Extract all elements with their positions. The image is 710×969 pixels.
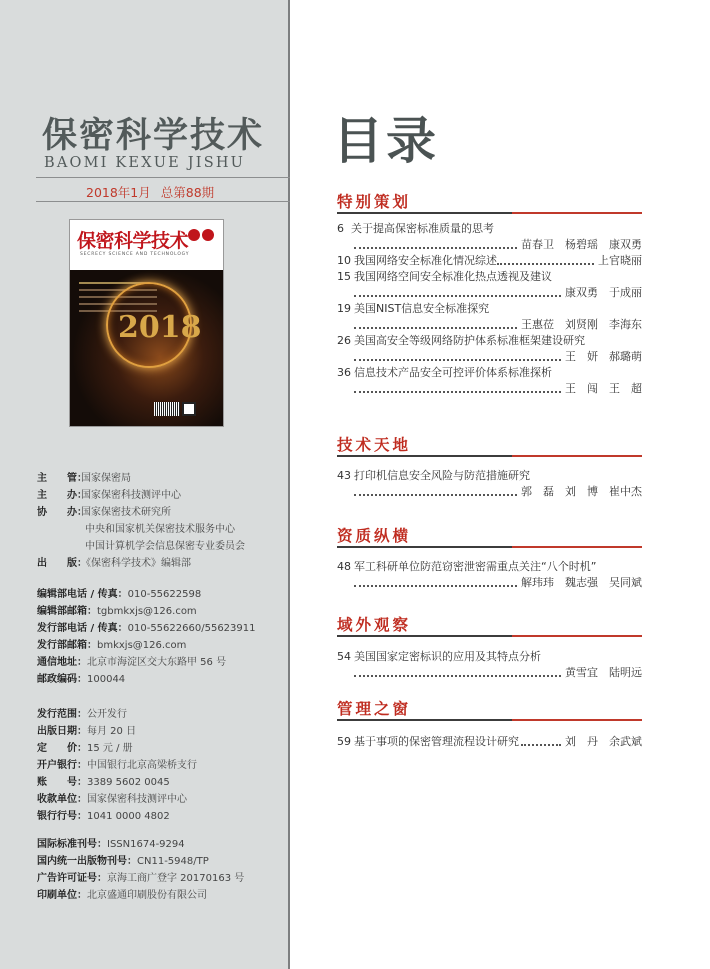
toc-section bbox=[337, 524, 642, 591]
article-title: 信息技术产品安全可控评价体系标准探析 bbox=[354, 366, 552, 379]
leader-dots bbox=[354, 494, 517, 496]
info-row: 定 价： 15 元 / 册 bbox=[37, 743, 133, 754]
info-row: 广告许可证号： 京海工商广登字 20170163 号 bbox=[37, 873, 245, 884]
leader-dots bbox=[521, 744, 561, 746]
leader-dots bbox=[354, 585, 517, 587]
qr-code-icon bbox=[182, 402, 196, 416]
info-row: 出版日期： 每月 20 日 bbox=[37, 726, 137, 737]
article-authors: 康双勇 于成丽 bbox=[565, 286, 642, 299]
article-authors: 王惠莅 刘贤刚 李海东 bbox=[521, 318, 642, 331]
magazine-pinyin: BAOMI KEXUE JISHU bbox=[44, 155, 246, 171]
section-rule bbox=[337, 455, 642, 457]
cover-thumbnail bbox=[69, 219, 224, 427]
leader-dots bbox=[354, 247, 517, 249]
page-number: 19 bbox=[337, 302, 351, 315]
article-title: 关于提高保密标准质量的思考 bbox=[351, 222, 494, 235]
info-row: 发行部邮箱： bmkxjs@126.com bbox=[37, 640, 187, 651]
article-title: 军工科研单位防范窃密泄密需重点关注“八个时机” bbox=[354, 560, 597, 573]
section-title: 特别策划 bbox=[337, 192, 412, 211]
article-title: 美国高安全等级网络防护体系标准框架建设研究 bbox=[354, 334, 585, 347]
page-number: 48 bbox=[337, 560, 351, 573]
info-row: 协 办： 国家保密技术研究所 bbox=[37, 507, 171, 518]
magazine-title: 保密科学技术 bbox=[42, 115, 265, 156]
leader-dots bbox=[354, 359, 561, 361]
article-authors: 解玮玮 魏志强 吴同斌 bbox=[521, 576, 642, 589]
leader-dots bbox=[354, 391, 561, 393]
page-number: 6 bbox=[337, 222, 344, 235]
toc-entry[interactable] bbox=[337, 559, 642, 591]
info-row: 中国计算机学会信息保密专业委员会 bbox=[85, 541, 245, 552]
article-title: 我国网络空间安全标准化热点透视及建议 bbox=[354, 270, 552, 283]
cover-year: 2018 bbox=[118, 310, 202, 345]
section-rule bbox=[337, 212, 642, 214]
toc-entry[interactable] bbox=[337, 269, 642, 301]
toc-entry[interactable] bbox=[337, 333, 642, 365]
toc-entry[interactable] bbox=[337, 649, 642, 681]
issue-date: 2018年1月 bbox=[86, 185, 151, 200]
issue-info bbox=[86, 183, 214, 201]
leader-dots bbox=[497, 263, 594, 265]
distribution-info bbox=[37, 706, 197, 825]
article-title: 基于事项的保密管理流程设计研究 bbox=[354, 735, 519, 748]
leader-dots bbox=[354, 675, 561, 677]
article-authors: 刘 丹 余武斌 bbox=[565, 735, 642, 748]
toc-entry[interactable] bbox=[337, 301, 642, 333]
page-number: 59 bbox=[337, 735, 351, 748]
section-rule bbox=[337, 719, 642, 721]
leader-dots bbox=[354, 295, 561, 297]
info-row: 主 管： 国家保密局 bbox=[37, 473, 131, 484]
article-title: 我国网络安全标准化情况综述 bbox=[354, 254, 497, 267]
info-row: 中央和国家机关保密技术服务中心 bbox=[85, 524, 235, 535]
toc-section bbox=[337, 613, 642, 681]
article-authors: 王 妍 郝璐萌 bbox=[565, 350, 642, 363]
divider bbox=[36, 177, 290, 178]
info-row: 发行范围： 公开发行 bbox=[37, 709, 127, 720]
info-row: 邮政编码： 100044 bbox=[37, 674, 126, 685]
page-number: 26 bbox=[337, 334, 351, 347]
article-title: 打印机信息安全风险与防范措施研究 bbox=[354, 469, 530, 482]
toc-entry[interactable] bbox=[337, 734, 642, 750]
section-title: 资质纵横 bbox=[337, 526, 412, 545]
info-row: 主 办： 国家保密科技测评中心 bbox=[37, 490, 181, 501]
toc-heading: 目录 bbox=[333, 111, 439, 170]
page-number: 36 bbox=[337, 366, 351, 379]
toc-entry[interactable] bbox=[337, 221, 642, 253]
info-row: 银行行号： 1041 0000 4802 bbox=[37, 811, 170, 822]
toc-entry[interactable] bbox=[337, 253, 642, 269]
info-row: 收款单位： 国家保密科技测评中心 bbox=[37, 794, 187, 805]
cover-title: 保密科学技术 bbox=[77, 230, 189, 252]
info-row: 印刷单位： 北京盛通印刷股份有限公司 bbox=[37, 890, 207, 901]
article-authors: 上官晓丽 bbox=[598, 254, 642, 267]
registration-info bbox=[37, 836, 244, 904]
toc-entry[interactable] bbox=[337, 468, 642, 500]
article-authors: 苗春卫 杨碧瑶 康双勇 bbox=[521, 238, 642, 251]
cover-badge-icon bbox=[188, 229, 200, 241]
issue-number: 总第88期 bbox=[160, 185, 215, 200]
info-row: 发行部电话 / 传真： 010-55622660/55623911 bbox=[37, 623, 256, 634]
section-rule bbox=[337, 635, 642, 637]
info-row: 通信地址： 北京市海淀区交大东路甲 56 号 bbox=[37, 657, 227, 668]
section-title: 管理之窗 bbox=[337, 699, 412, 718]
article-authors: 王 闯 王 超 bbox=[565, 382, 642, 395]
barcode-icon bbox=[154, 402, 180, 416]
info-row: 国内统一出版物刊号： CN11-5948/TP bbox=[37, 856, 209, 867]
toc-section bbox=[337, 697, 642, 750]
section-rule bbox=[337, 546, 642, 548]
page-number: 43 bbox=[337, 469, 351, 482]
section-title: 技术天地 bbox=[337, 435, 412, 454]
divider bbox=[36, 201, 290, 202]
toc-section bbox=[337, 190, 642, 397]
section-title: 域外观察 bbox=[337, 615, 412, 634]
publisher-info bbox=[37, 470, 245, 572]
cover-subtitle: SECRECY SCIENCE AND TECHNOLOGY bbox=[80, 252, 190, 257]
leader-dots bbox=[354, 327, 517, 329]
page-number: 10 bbox=[337, 254, 351, 267]
article-title: 美国国家定密标识的应用及其特点分析 bbox=[354, 650, 541, 663]
article-authors: 郭 磊 刘 博 崔中杰 bbox=[521, 485, 642, 498]
info-row: 编辑部邮箱： tgbmkxjs@126.com bbox=[37, 606, 197, 617]
cover-header bbox=[70, 220, 224, 270]
info-row: 编辑部电话 / 传真： 010-55622598 bbox=[37, 589, 202, 600]
contact-info bbox=[37, 586, 256, 688]
info-row: 出 版： 《保密科学技术》编辑部 bbox=[37, 558, 191, 569]
toc-entry[interactable] bbox=[337, 365, 642, 397]
info-row: 开户银行： 中国银行北京高梁桥支行 bbox=[37, 760, 197, 771]
page-number: 54 bbox=[337, 650, 351, 663]
masthead-column bbox=[0, 0, 290, 969]
info-row: 账 号： 3389 5602 0045 bbox=[37, 777, 170, 788]
info-row: 国际标准刊号： ISSN1674-9294 bbox=[37, 839, 185, 850]
toc-section bbox=[337, 433, 642, 500]
article-title: 美国NIST信息安全标准探究 bbox=[354, 302, 490, 315]
article-authors: 黄雪宜 陆明远 bbox=[565, 666, 642, 679]
page-number: 15 bbox=[337, 270, 351, 283]
cover-badge-icon bbox=[202, 229, 214, 241]
